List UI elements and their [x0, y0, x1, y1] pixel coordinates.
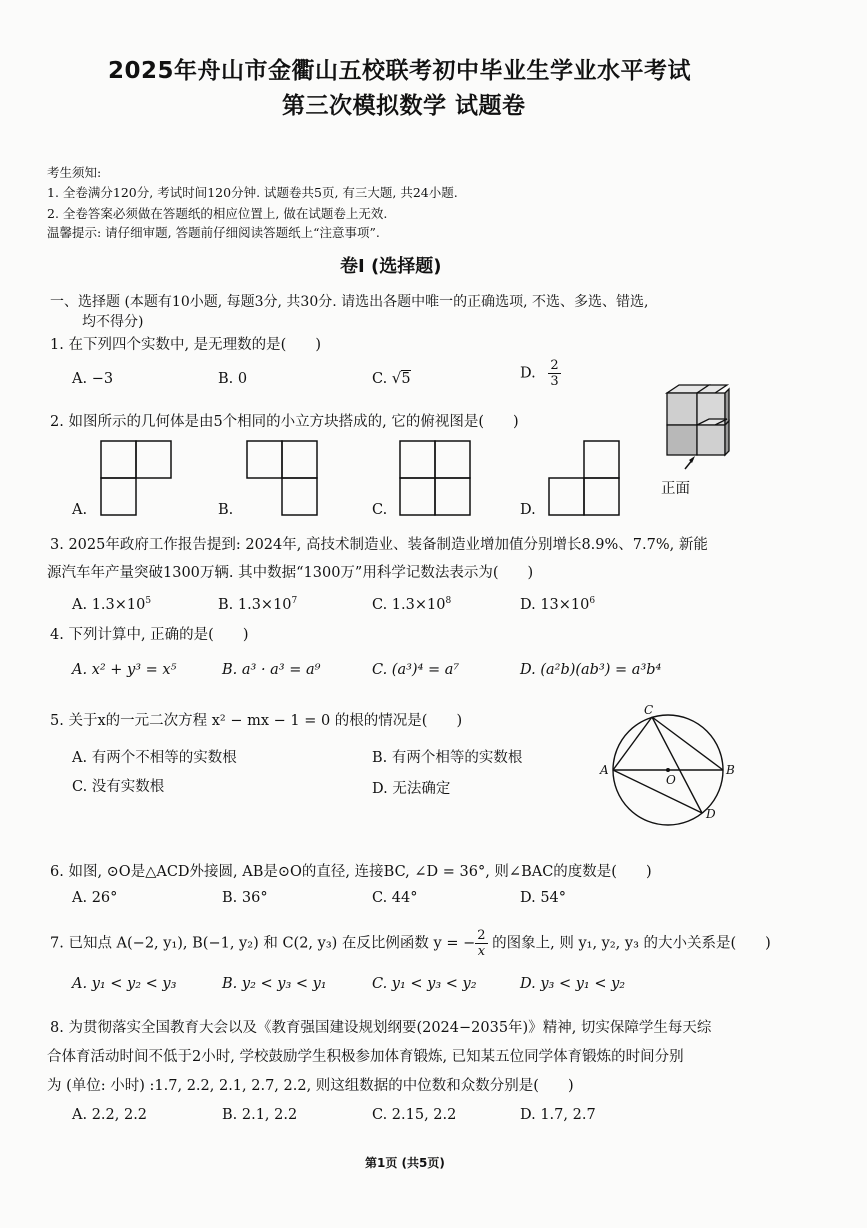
q7-option-a: A. y₁ < y₂ < y₃ [72, 976, 177, 992]
q4-option-c: C. (a³)⁴ = a⁷ [372, 662, 460, 678]
point-a-label: A [600, 763, 609, 777]
q4-option-d: D. (a²b)(ab³) = a³b⁴ [520, 662, 662, 678]
point-b-label: B [726, 763, 735, 777]
q5-option-c: C. 没有实数根 [72, 779, 165, 795]
page-number: 第1页 (共5页) [365, 1156, 445, 1170]
circle-geometry-figure [596, 700, 746, 830]
q3-line1: 3. 2025年政府工作报告提到: 2024年, 高技术制造业、装备制造业增加值分别增长8.9%、7.7%, 新能 [50, 537, 708, 553]
q5-stem: 5. 关于x的一元二次方程 x² − mx − 1 = 0 的根的情况是( ) [50, 713, 463, 729]
q1-stem: 1. 在下列四个实数中, 是无理数的是( ) [50, 337, 321, 353]
q5-option-a: A. 有两个不相等的实数根 [72, 750, 237, 766]
q2-front-label: 正面 [661, 481, 690, 497]
q7-option-d: D. y₃ < y₁ < y₂ [520, 976, 626, 992]
q3-option-b: B. $1.3\times 10^7$ [218, 596, 298, 613]
q7-option-b: B. y₂ < y₃ < y₁ [222, 976, 327, 992]
q2-stem: 2. 如图所示的几何体是由5个相同的小立方块搭成的, 它的俯视图是( ) [50, 414, 519, 430]
point-d-label: D [706, 807, 716, 821]
q3-option-d: D. $13\times 10^6$ [520, 596, 596, 613]
q5-option-d: D. 无法确定 [372, 781, 451, 797]
q8-option-a: A. 2.2, 2.2 [72, 1107, 148, 1123]
q6-stem: 6. 如图, ⊙O是△ACD外接圆, AB是⊙O的直径, 连接BC, ∠D = 36°, 则∠BAC的度数是( ) [50, 864, 652, 880]
q6-option-a: A. 26° [72, 890, 118, 906]
q2-option-c-figure [399, 440, 471, 516]
q8-line2: 合体育活动时间不低于2小时, 学校鼓励学生积极参加体育锻炼, 已知某五位同学体育锻炼的时间分别 [47, 1049, 684, 1065]
q2-option-b-figure [246, 440, 318, 516]
q4-option-b: B. a³ · a³ = a⁹ [222, 662, 321, 678]
exam-title-line1: 2025年舟山市金衢山五校联考初中毕业生学业水平考试 [108, 58, 692, 84]
q8-option-d: D. 1.7, 2.7 [520, 1107, 596, 1123]
q2-solid-figure [655, 383, 735, 478]
q8-line1: 8. 为贯彻落实全国教育大会以及《教育强国建设规划纲要(2024−2035年)》精神, 切实保障学生每天综 [50, 1020, 712, 1036]
q3-option-a: A. $1.3\times 10^5$ [72, 596, 152, 613]
q1-option-c: C. √5 [372, 369, 411, 387]
notes-item-1: 1. 全卷满分120分, 考试时间120分钟. 试题卷共5页, 有三大题, 共24小题. [47, 185, 458, 200]
q1-option-d: D. $\frac{2}{3}$ [520, 358, 559, 389]
q2-option-c: C. [372, 502, 388, 518]
q2-option-b: B. [218, 502, 234, 518]
section-intro-line1: 一、选择题 (本题有10小题, 每题3分, 共30分. 请选出各题中唯一的正确选项, 不选、多选、错选, [50, 294, 649, 310]
section-intro-line2: 均不得分) [82, 314, 144, 330]
q4-stem: 4. 下列计算中, 正确的是( ) [50, 627, 249, 643]
q1-option-b: B. 0 [218, 371, 248, 387]
section-title: 卷I (选择题) [340, 256, 442, 277]
q1-option-a: A. −3 [72, 371, 114, 387]
point-c-label: C [644, 703, 654, 717]
q5-option-b: B. 有两个相等的实数根 [372, 750, 523, 766]
q2-option-d: D. [520, 502, 536, 518]
q2-option-d-figure [548, 440, 620, 516]
q6-option-d: D. 54° [520, 890, 567, 906]
point-o-label: O [666, 773, 676, 787]
q6-option-c: C. 44° [372, 890, 418, 906]
notes-item-2: 2. 全卷答案必须做在答题纸的相应位置上, 做在试题卷上无效. [47, 206, 388, 221]
q3-line2: 源汽车年产量突破1300万辆. 其中数据“1300万”用科学记数法表示为( ) [47, 565, 534, 581]
q2-option-a-figure [100, 440, 172, 516]
exam-title-line2: 第三次模拟数学 试题卷 [282, 93, 526, 119]
q8-option-b: B. 2.1, 2.2 [222, 1107, 298, 1123]
q2-option-a: A. [72, 502, 88, 518]
q3-option-c: C. $1.3\times 10^8$ [372, 596, 452, 613]
notes-item-3: 温馨提示: 请仔细审题, 答题前仔细阅读答题纸上“注意事项”. [47, 225, 380, 240]
q7-stem: 7. 已知点 A(−2, y₁), B(−1, y₂) 和 C(2, y₃) 在反比例函数 y = − $\frac{2}{x}$ 的图象上, 则 y₁, y₂, y₃ 的大小关系是( ) [50, 928, 771, 959]
q6-option-b: B. 36° [222, 890, 268, 906]
q7-option-c: C. y₁ < y₃ < y₂ [372, 976, 477, 992]
q8-line3: 为 (单位: 小时) :1.7, 2.2, 2.1, 2.7, 2.2, 则这组数据的中位数和众数分别是( ) [47, 1078, 574, 1094]
notes-heading: 考生须知: [47, 165, 102, 180]
q4-option-a: A. x² + y³ = x⁵ [72, 662, 177, 678]
q8-option-c: C. 2.15, 2.2 [372, 1107, 457, 1123]
